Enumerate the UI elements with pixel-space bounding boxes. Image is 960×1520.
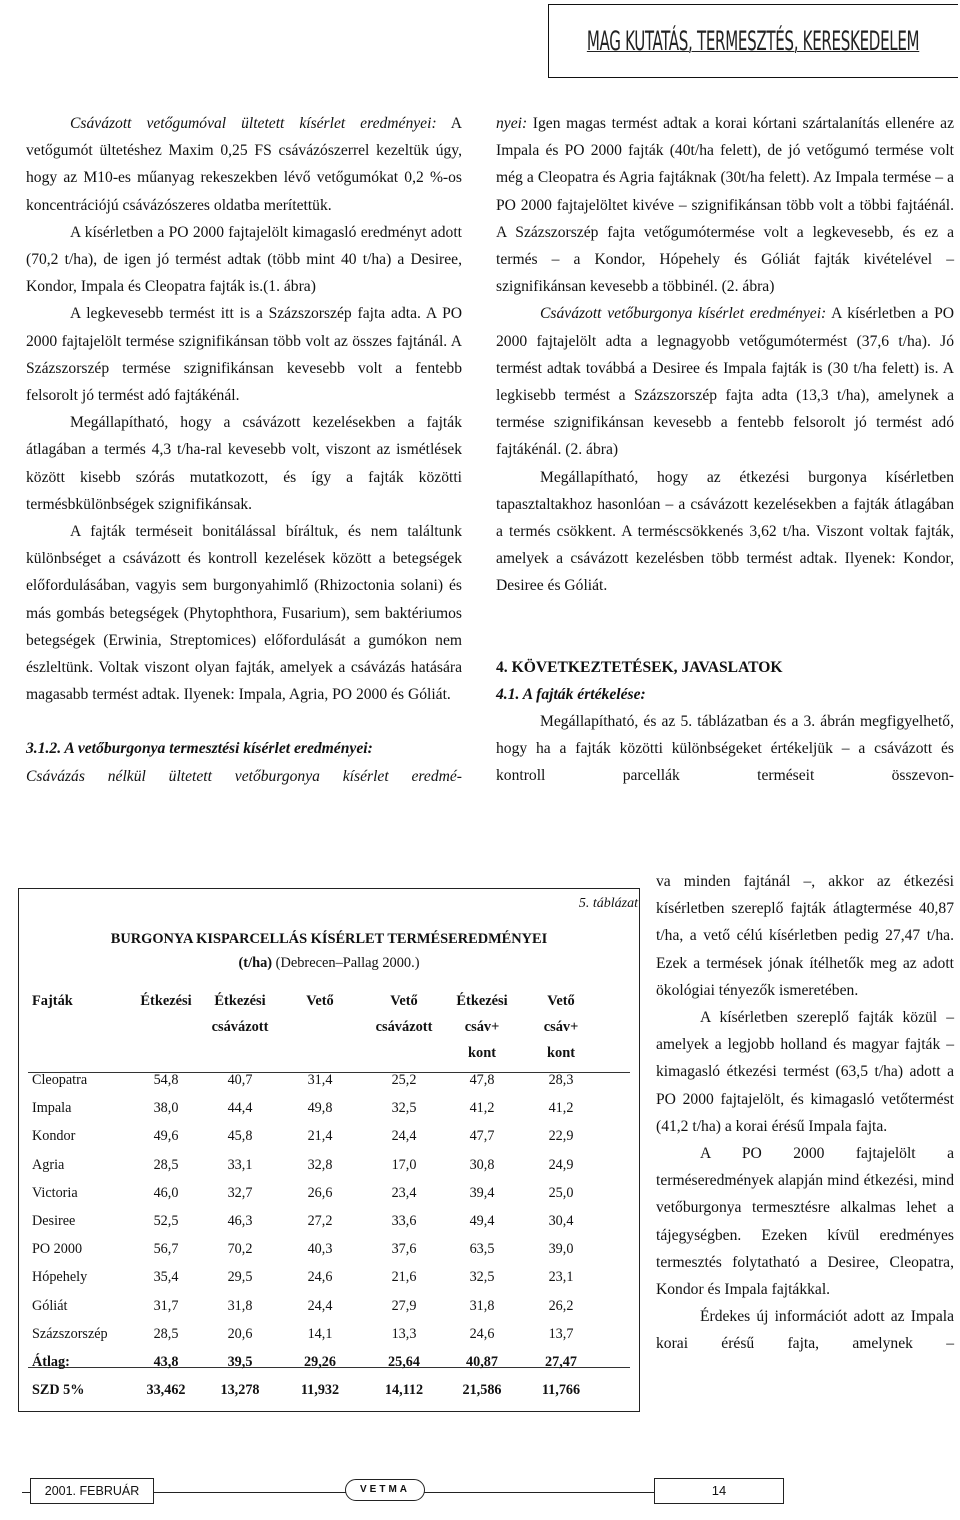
table-cell: Százszorszép (32, 1325, 108, 1342)
left-paragraph-1: Csávázott vetőgumóval ültetett kísérlet eredményei: A vetőgumót ültetéshez Maxim 0,25 FS csávázószerrel kezeltük úgy, hogy az M10-es műanyag rekeszekben lévő vetőgumókat 0,2 %-os koncentrációjú csávázószeres oldatba merítettük. (26, 115, 462, 214)
summary-cell: 21,586 (462, 1382, 502, 1399)
header-line: csáv+ (543, 1019, 579, 1035)
table-cell: 40,3 (307, 1241, 333, 1258)
left-paragraph-3: A legkevesebb termést itt is a Százszorszép fajta adta. A PO 2000 fajtajelölt termése szignifikánsan több volt az összes fajtánál. A Százszorszép termése szignifikánsan kevesebb volt a fentebb felsorolt jó termést adó fajtákénál. (26, 305, 462, 405)
section-heading-4: 4. KÖVETKEZTETÉSEK, JAVASLATOK (496, 658, 783, 676)
table-cell: 32,5 (391, 1100, 417, 1117)
spacer (496, 600, 954, 654)
section-heading-4-1: 4.1. A fajták értékelése: (496, 685, 646, 703)
table-header-cell (359, 988, 449, 1040)
right-column (496, 110, 954, 790)
table-cell: 47,7 (469, 1128, 495, 1145)
table-cell: 39,0 (548, 1241, 574, 1258)
table-cell: 49,8 (307, 1100, 333, 1117)
table-cell: 30,8 (469, 1156, 495, 1173)
footer-logo: VETMA (345, 1479, 425, 1501)
table-cell: 13,7 (548, 1325, 574, 1342)
header-line: Vető (306, 993, 334, 1009)
table-subtitle: (t/ha) (Debrecen–Pallag 2000.) (238, 955, 420, 971)
table-header-cell (195, 988, 285, 1040)
table-cell: 47,8 (469, 1072, 495, 1088)
table-cell: 25,0 (548, 1184, 574, 1201)
table-cell: 32,8 (307, 1156, 333, 1173)
table-cell: 14,1 (307, 1325, 333, 1342)
table-cell: Agria (32, 1156, 65, 1173)
table-cell: 32,7 (227, 1184, 253, 1201)
spacer (26, 708, 462, 735)
table-cell: 21,6 (391, 1269, 417, 1286)
table-cell: 35,4 (153, 1269, 179, 1286)
table-cell: 20,6 (227, 1325, 253, 1342)
summary-cell: 25,64 (388, 1354, 420, 1370)
table-cell: 23,4 (391, 1184, 417, 1201)
page-number: 14 (654, 1478, 784, 1504)
table-header-cell (275, 988, 365, 1014)
table-cell: 28,5 (153, 1156, 179, 1173)
table-cell: 52,5 (153, 1213, 179, 1229)
results-table (18, 888, 640, 1412)
section-heading-3-1-2: 3.1.2. A vetőburgonya termesztési kísérlet eredményei: (26, 740, 373, 758)
table-cell: Góliát (32, 1297, 68, 1314)
left-paragraph-5: A fajták terméseit bonitálással bíráltuk, és nem találtunk különbséget a csávázott és kontroll kezelések között a betegségek előfordulásában, vagyis sem burgonyahimlő (Rhizoctonia solani) és más gombás betegségek (Phytophthora, Fusarium), sem baktériumos betegségek (Erwinia, Streptomices) előfordulását a gumókon nem észleltünk. Voltak viszont olyan fajták, amelyek a csávázás hatására magasabb termést adtak. Ilyenek: Impala, Agria, PO 2000 és Góliát. (26, 523, 462, 704)
table-header-cell (32, 988, 73, 1014)
header-line: Vető (390, 993, 418, 1009)
table-cell: 56,7 (153, 1241, 179, 1258)
header-line: Étkezési (456, 993, 508, 1009)
table-cell: Impala (32, 1100, 72, 1117)
table-cell: Kondor (32, 1128, 76, 1145)
table-cell: 24,6 (307, 1269, 333, 1286)
table-header-cell (516, 988, 606, 1066)
right-paragraph-4-cont: va minden fajtánál –, akkor az étkezési kísérletben szereplő fajták átlagtermése 40,87 t/ha, a vető célú kísérletben pedig 27,47 t/ha. Ezek a termések jónak ítélhetők meg az adott ökológiai tényezők ismeretében. (656, 873, 954, 999)
table-cell: 26,6 (307, 1184, 333, 1201)
footer-date: 2001. FEBRUÁR (30, 1478, 154, 1504)
table-cell: 33,1 (227, 1156, 253, 1173)
table-cell: 38,0 (153, 1100, 179, 1117)
table-cell: 23,1 (548, 1269, 574, 1286)
header-line: kont (468, 1045, 496, 1061)
header-line: csávázott (211, 1019, 269, 1035)
table-cell: 31,8 (227, 1297, 253, 1314)
table-cell: 37,6 (391, 1241, 417, 1258)
right-paragraph-3: Megállapítható, hogy az étkezési burgonya kísérletben tapasztaltakhoz hasonlóan – a csávázott kezelésekben a fajták átlagában a termés csökkent. A terméscsökkenés 3,62 t/ha. Viszont voltak fajták, amelyek a csávázott kezelésben több termést adtak. Ilyenek: Kondor, Desiree és Góliát. (496, 468, 954, 595)
table-cell: 24,4 (391, 1128, 417, 1145)
right-paragraph-1: nyei: Igen magas termést adtak a korai kórtani szártalanítás ellenére az Impala és PO 2000 fajták (40t/ha felett), de jó vetőgumó termése volt még a Cleopatra és Agria fajtáknak (30t/ha felett). Az Impala termése – a PO 2000 fajtajelöltet kivéve – szignifikánsan több volt a többi fajtáénál. A Százszorszép fajta vetőgumótermése volt a legkevesebb, és ez a termés – a Kondor, Hópehely és Góliát fajták kivételével – szignifikánsan kevesebb a többinél. (2. ábra) (496, 115, 954, 296)
header-line: csávázott (375, 1019, 433, 1035)
table-cell: 13,3 (391, 1325, 417, 1342)
summary-cell: 40,87 (466, 1354, 498, 1370)
table-cell: 40,7 (227, 1072, 253, 1088)
summary-cell: SZD 5% (32, 1382, 85, 1399)
left-column (26, 110, 462, 790)
left-paragraph-2: A kísérletben a PO 2000 fajtajelölt kimagasló eredményt adott (70,2 t/ha), de igen jó termést adtak (több mint 40 t/ha) a Desiree, Kondor, Impala és Cleopatra fajták is.(1. ábra) (26, 223, 462, 296)
table-cell: 29,5 (227, 1269, 253, 1286)
summary-cell: Átlag: (32, 1354, 70, 1370)
left-paragraph-4: Megállapítható, hogy a csávázott kezelésekben a fajták átlagában a termés 4,3 t/ha-ral kevesebb volt, viszont az ismétlések között kisebb szórás mutatkozott, és így a fajták közötti termésbkülönbségek szignifikánsak. (26, 414, 462, 513)
table-cell: 46,0 (153, 1184, 179, 1201)
table-cell: 31,4 (307, 1072, 333, 1088)
table-cell: 21,4 (307, 1128, 333, 1145)
table-cell: Desiree (32, 1213, 76, 1229)
table-cell: PO 2000 (32, 1241, 83, 1258)
table-cell: 17,0 (391, 1156, 417, 1173)
table-cell: 49,6 (153, 1128, 179, 1145)
table-cell: 28,3 (548, 1072, 574, 1088)
table-cell: 70,2 (227, 1241, 253, 1258)
table-cell: 24,4 (307, 1297, 333, 1314)
table-cell: Hópehely (32, 1269, 88, 1286)
summary-cell: 13,278 (220, 1382, 260, 1399)
summary-cell: 43,8 (153, 1354, 179, 1370)
table-cell: 44,4 (227, 1100, 253, 1117)
summary-cell: 33,462 (146, 1382, 186, 1399)
table-cell: 22,9 (548, 1128, 574, 1145)
table-cell: 31,7 (153, 1297, 179, 1314)
summary-cell: 11,766 (541, 1382, 581, 1399)
header-title: MAG KUTATÁS, TERMESZTÉS, KERESKEDELEM (587, 25, 920, 57)
table-cell: 28,5 (153, 1325, 179, 1342)
table-cell: 49,4 (469, 1213, 495, 1229)
right-paragraph-7: Érdekes új információt adott az Impala korai érésű fajta, amelynek – (656, 1308, 954, 1353)
right-paragraph-5: A kísérletben szereplő fajták közül – amelyek a legjobb holland és magyar fajták – kimagasló étkezési termést (63,5 t/ha) adott a PO 2000 fajtajelölt, és kimagasló vetőtermést (41,2 t/ha) a korai érésű Impala fajta. (656, 1009, 954, 1135)
right-column-lower (656, 868, 954, 1358)
table-cell: 39,4 (469, 1184, 495, 1201)
table-cell: 27,9 (391, 1297, 417, 1314)
table-cell: 32,5 (469, 1269, 495, 1286)
table-cell: 45,8 (227, 1128, 253, 1145)
table-cell: 26,2 (548, 1297, 574, 1314)
table-cell: 24,9 (548, 1156, 574, 1173)
right-paragraph-2: Csávázott vetőburgonya kísérlet eredményei: A kísérletben a PO 2000 fajtajelölt adta a legnagyobb vetőgumótermést (37,6 t/ha). Jó termést adtak továbbá a Desiree és Impala fajták is (30 t/ha felett) is. A legkisebb termést a Százszorszép fajta adta (13,3 t/ha), amelynek a termése szignifikánsan kevesebb a fentebb felsorolt jó termést adó fajtákénál. (2. ábra) (496, 305, 955, 459)
header-line: kont (547, 1045, 575, 1061)
table-cell: 25,2 (391, 1072, 417, 1088)
summary-cell: 29,26 (304, 1354, 336, 1370)
table-cell: 54,8 (153, 1072, 179, 1088)
summary-cell: 11,932 (300, 1382, 340, 1399)
header-line: Fajták (32, 993, 73, 1009)
right-paragraph-4-start: Megállapítható, és az 5. táblázatban és a 3. ábrán megfigyelhető, hogy ha a fajták közötti különbségeket értékeljük – a csávázott és kontroll parcellák terméseit összevon- (496, 713, 954, 785)
header-line: Vető (547, 993, 575, 1009)
running-header (548, 4, 958, 78)
table-cell: 24,6 (469, 1325, 495, 1342)
table-cell: Victoria (32, 1184, 78, 1201)
table-caption: 5. táblázat (578, 896, 638, 911)
summary-cell: 39,5 (227, 1354, 253, 1370)
left-paragraph-6: Csávázás nélkül ültetett vetőburgonya kísérlet eredmé- (26, 767, 462, 785)
table-cell: 46,3 (227, 1213, 253, 1229)
table-cell: 27,2 (307, 1213, 333, 1229)
header-line: Étkezési (214, 993, 266, 1009)
table-cell: Cleopatra (32, 1072, 88, 1088)
header-line: Étkezési (140, 993, 192, 1009)
summary-cell: 14,112 (384, 1382, 424, 1399)
table-title: BURGONYA KISPARCELLÁS KÍSÉRLET TERMÉSEREDMÉNYEI (110, 931, 548, 947)
table-cell: 41,2 (548, 1100, 574, 1117)
table-cell: 63,5 (469, 1241, 495, 1258)
table-cell: 41,2 (469, 1100, 495, 1117)
summary-cell: 27,47 (545, 1354, 577, 1370)
table-header-cell (437, 988, 527, 1066)
table-cell: 31,8 (469, 1297, 495, 1314)
header-line: csáv+ (464, 1019, 500, 1035)
right-paragraph-6: A PO 2000 fajtajelölt a terméseredmények alapján mind étkezési, mind vetőburgonya termesztésre alkalmas lehet a tájegységben. Ezeken kívül eredményes termesztés folytatható a Desiree, Cleopatra, Kondor és Impala fajtákkal. (656, 1145, 954, 1299)
table-cell: 30,4 (548, 1213, 574, 1229)
table-cell: 33,6 (391, 1213, 417, 1229)
